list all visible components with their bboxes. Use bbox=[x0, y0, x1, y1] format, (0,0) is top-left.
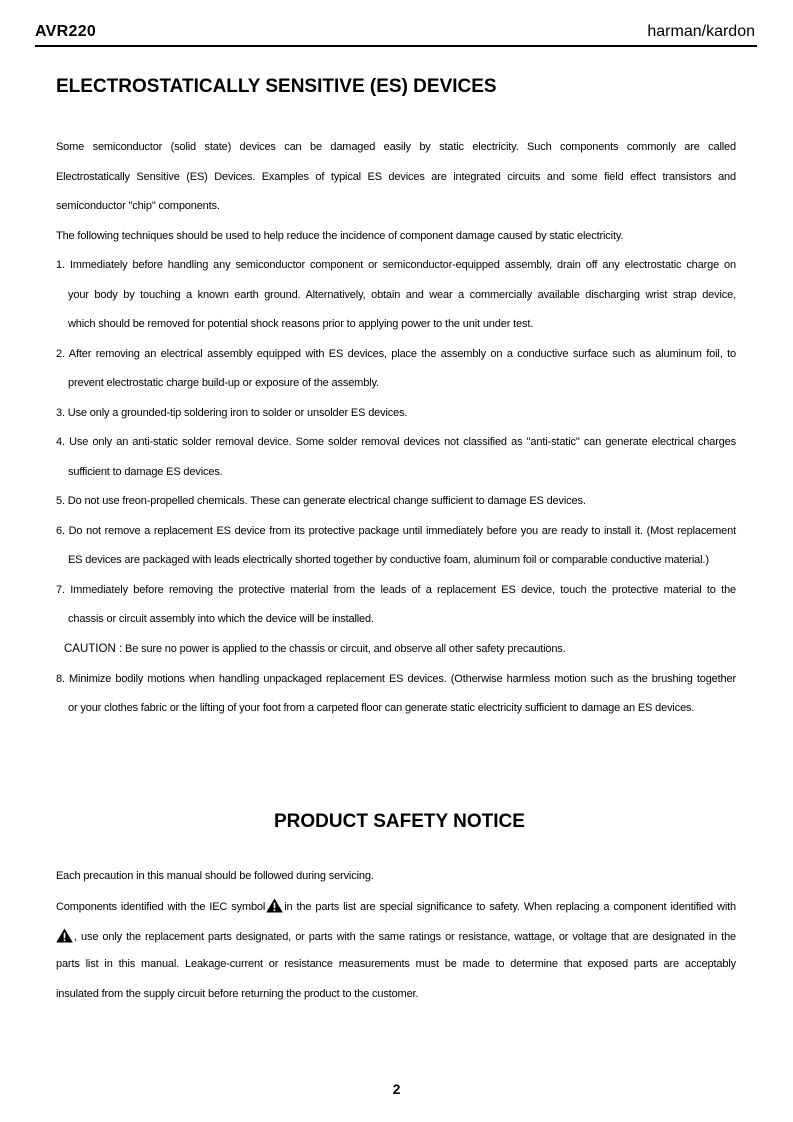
step-number: 4. bbox=[56, 436, 65, 448]
step-7-line: chassis or circuit assembly into which the device will be installed. bbox=[68, 613, 374, 625]
safety-line bbox=[56, 898, 736, 912]
intro-line: Electrostatically Sensitive (ES) Devices. Examples of typical ES devices are integrated circuits and some field effect transistors and bbox=[56, 171, 736, 183]
step-text: After removing an electrical assembly equipped with ES devices, place the assembly on a conductive surface such as aluminum foil, to bbox=[68, 348, 736, 360]
step-number: 7. bbox=[56, 584, 65, 596]
step-1-line: your body by touching a known earth ground. Alternatively, obtain and wear a commercially available discharging wrist strap device, bbox=[68, 289, 736, 301]
es-section-title: ELECTROSTATICALLY SENSITIVE (ES) DEVICES bbox=[56, 76, 497, 97]
step-number: 2. bbox=[56, 348, 65, 360]
step-3-line bbox=[56, 406, 736, 420]
safety-text: in the parts list are special significance to safety. When replacing a component identified with bbox=[284, 901, 736, 913]
step-4-line bbox=[56, 435, 736, 449]
step-8-line bbox=[56, 672, 736, 686]
step-text: Use only an anti-static solder removal device. Some solder removal devices not classified as "anti-static" can generate electrical charges bbox=[69, 436, 736, 448]
intro-line: Some semiconductor (solid state) devices can be damaged easily by static electricity. Such components commonly are called bbox=[56, 141, 736, 153]
lead-in-text: The following techniques should be used to help reduce the incidence of component damage caused by static electricity. bbox=[56, 230, 624, 242]
brand-name: harman/kardon bbox=[647, 23, 755, 40]
step-2-line bbox=[56, 347, 736, 361]
step-text: Immediately before handling any semiconductor component or semiconductor-equipped assembly, drain off any electrostatic charge on bbox=[69, 259, 736, 271]
warning-triangle-icon bbox=[266, 898, 283, 913]
product-safety-title: PRODUCT SAFETY NOTICE bbox=[274, 811, 525, 832]
step-1-line bbox=[56, 258, 736, 272]
warning-triangle-icon bbox=[56, 928, 73, 943]
safety-text: Components identified with the IEC symbol bbox=[56, 901, 266, 913]
step-number: 6. bbox=[56, 525, 65, 537]
step-7-line bbox=[56, 583, 736, 597]
step-6-line: ES devices are packaged with leads electrically shorted together by conductive foam, aluminum foil or comparable conductive material.) bbox=[68, 554, 709, 566]
intro-line: semiconductor "chip" components. bbox=[56, 200, 220, 212]
step-6-line bbox=[56, 524, 736, 538]
step-1-line: which should be removed for potential shock reasons prior to applying power to the unit under test. bbox=[68, 318, 534, 330]
step-number: 3. bbox=[56, 407, 65, 419]
safety-line bbox=[56, 928, 736, 942]
step-text: Use only a grounded-tip soldering iron to solder or unsolder ES devices. bbox=[67, 407, 408, 419]
header-rule bbox=[35, 45, 757, 47]
caution-text: Be sure no power is applied to the chassis or circuit, and observe all other safety precautions. bbox=[125, 643, 566, 655]
caution-note bbox=[64, 642, 736, 656]
step-number: 5. bbox=[56, 495, 65, 507]
step-4-line: sufficient to damage ES devices. bbox=[68, 466, 223, 478]
step-number: 1. bbox=[56, 259, 65, 271]
step-8-line: or your clothes fabric or the lifting of your foot from a carpeted floor can generate static electricity sufficient to damage an ES devices. bbox=[68, 702, 695, 714]
page-number: 2 bbox=[392, 1081, 401, 1097]
step-number: 8. bbox=[56, 673, 65, 685]
step-5-line bbox=[56, 494, 736, 508]
safety-line: insulated from the supply circuit before returning the product to the customer. bbox=[56, 988, 419, 1000]
step-2-line: prevent electrostatic charge build-up or exposure of the assembly. bbox=[68, 377, 379, 389]
step-text: Minimize bodily motions when handling unpackaged replacement ES devices. (Otherwise harmless motion such as the brushing together bbox=[69, 673, 736, 685]
safety-line: parts list in this manual. Leakage-current or resistance measurements must be made to determine that exposed parts are acceptably bbox=[56, 958, 736, 970]
safety-text: , use only the replacement parts designated, or parts with the same ratings or resistance, wattage, or voltage that are designated in the bbox=[74, 931, 736, 943]
safety-line: Each precaution in this manual should be followed during servicing. bbox=[56, 870, 374, 882]
step-text: Immediately before removing the protective material from the leads of a replacement ES device, touch the protective material to the bbox=[70, 584, 737, 596]
step-text: Do not remove a replacement ES device from its protective package until immediately before you are ready to install it. (Most replacement bbox=[68, 525, 737, 537]
caution-label: CAUTION : bbox=[64, 643, 123, 655]
model-name: AVR220 bbox=[35, 23, 97, 40]
step-text: Do not use freon-propelled chemicals. These can generate electrical change sufficient to damage ES devices. bbox=[67, 495, 586, 507]
